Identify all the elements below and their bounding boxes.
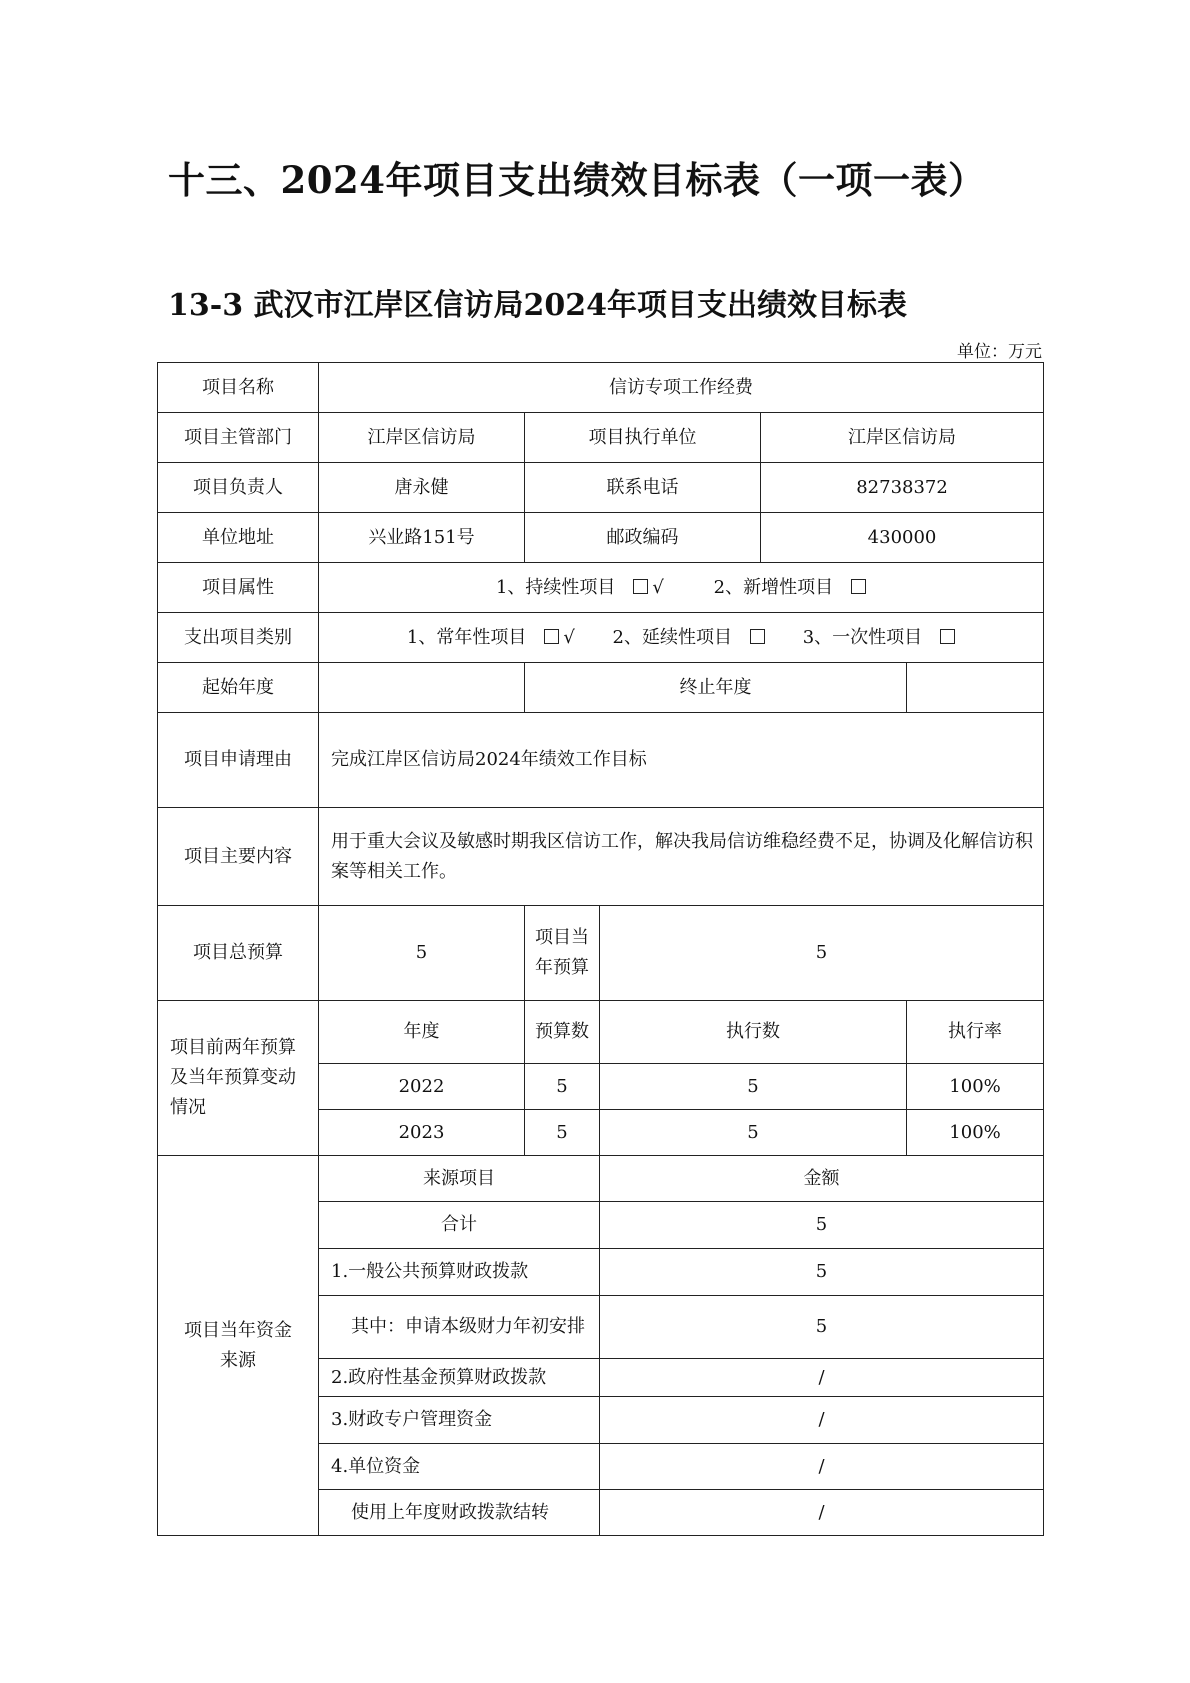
reason-value: 完成江岸区信访局2024年绩效工作目标 xyxy=(319,713,1044,808)
history-header-executed: 执行数 xyxy=(600,1001,907,1064)
phone-value: 82738372 xyxy=(761,463,1044,513)
option-one-time xyxy=(803,623,955,653)
table-title: 13-3 武汉市江岸区信访局2024年项目支出绩效目标表 xyxy=(168,288,908,323)
option-new-label: 2、新增性项目 xyxy=(713,576,834,598)
current-budget-label: 项目当年预算 xyxy=(525,906,600,1001)
total-budget-label: 项目总预算 xyxy=(158,906,319,1001)
history-header-budget: 预算数 xyxy=(525,1001,600,1064)
history-executed: 5 xyxy=(600,1064,907,1110)
row-reason xyxy=(158,713,1044,808)
checkbox-annual xyxy=(544,629,559,644)
history-year: 2022 xyxy=(319,1064,525,1110)
postal-label: 邮政编码 xyxy=(525,513,761,563)
option-extended xyxy=(613,623,765,653)
history-executed: 5 xyxy=(600,1110,907,1156)
funding-source: 1.一般公共预算财政拨款 xyxy=(319,1249,600,1296)
row-content xyxy=(158,808,1044,906)
checkbox-continuous xyxy=(633,579,648,594)
funding-source: 合计 xyxy=(319,1202,600,1249)
funding-label: 项目当年资金来源 xyxy=(158,1156,319,1536)
start-year-value xyxy=(319,663,525,713)
owner-value: 唐永健 xyxy=(319,463,525,513)
history-rate: 100% xyxy=(907,1110,1044,1156)
attribute-label: 项目属性 xyxy=(158,563,319,613)
postal-value: 430000 xyxy=(761,513,1044,563)
row-years xyxy=(158,663,1044,713)
funding-amount: 5 xyxy=(600,1296,1044,1359)
project-name-label: 项目名称 xyxy=(158,363,319,413)
funding-amount: / xyxy=(600,1490,1044,1536)
funding-source: 3.财政专户管理资金 xyxy=(319,1397,600,1444)
dept-value: 江岸区信访局 xyxy=(319,413,525,463)
reason-label: 项目申请理由 xyxy=(158,713,319,808)
history-header-rate: 执行率 xyxy=(907,1001,1044,1064)
funding-header-amount: 金额 xyxy=(600,1156,1044,1202)
unit-label: 单位：万元 xyxy=(957,342,1042,362)
exec-unit-value: 江岸区信访局 xyxy=(761,413,1044,463)
history-rate: 100% xyxy=(907,1064,1044,1110)
performance-target-table xyxy=(157,362,1044,1536)
dept-label: 项目主管部门 xyxy=(158,413,319,463)
option-continuous xyxy=(496,573,664,603)
exec-unit-label: 项目执行单位 xyxy=(525,413,761,463)
funding-amount: 5 xyxy=(600,1249,1044,1296)
funding-amount: / xyxy=(600,1397,1044,1444)
funding-header-source: 来源项目 xyxy=(319,1156,600,1202)
history-header-year: 年度 xyxy=(319,1001,525,1064)
owner-label: 项目负责人 xyxy=(158,463,319,513)
option-annual-label: 1、常年性项目 xyxy=(406,626,527,648)
attribute-options xyxy=(319,563,1044,613)
project-name-value: 信访专项工作经费 xyxy=(319,363,1044,413)
row-address xyxy=(158,513,1044,563)
end-year-value xyxy=(907,663,1044,713)
row-category xyxy=(158,613,1044,663)
content-value: 用于重大会议及敏感时期我区信访工作，解决我局信访维稳经费不足，协调及化解信访积案等相关工作。 xyxy=(319,808,1044,906)
page-title: 十三、2024年项目支出绩效目标表（一项一表） xyxy=(168,158,986,202)
checkbox-new xyxy=(851,579,866,594)
history-label: 项目前两年预算及当年预算变动情况 xyxy=(158,1001,319,1156)
row-attribute xyxy=(158,563,1044,613)
option-one-time-label: 3、一次性项目 xyxy=(802,626,923,648)
category-options xyxy=(319,613,1044,663)
checkbox-extended xyxy=(750,629,765,644)
row-owner xyxy=(158,463,1044,513)
option-continuous-label: 1、持续性项目 xyxy=(495,576,616,598)
row-history-header xyxy=(158,1001,1044,1064)
option-annual xyxy=(407,623,575,653)
funding-amount: 5 xyxy=(600,1202,1044,1249)
funding-source: 4.单位资金 xyxy=(319,1444,600,1490)
history-budget: 5 xyxy=(525,1110,600,1156)
end-year-label: 终止年度 xyxy=(525,663,907,713)
phone-label: 联系电话 xyxy=(525,463,761,513)
option-new xyxy=(714,573,866,603)
funding-source: 其中：申请本级财力年初安排 xyxy=(319,1296,600,1359)
history-budget: 5 xyxy=(525,1064,600,1110)
address-value: 兴业路151号 xyxy=(319,513,525,563)
total-budget-value: 5 xyxy=(319,906,525,1001)
history-year: 2023 xyxy=(319,1110,525,1156)
address-label: 单位地址 xyxy=(158,513,319,563)
row-department xyxy=(158,413,1044,463)
current-budget-value: 5 xyxy=(600,906,1044,1001)
start-year-label: 起始年度 xyxy=(158,663,319,713)
option-extended-label: 2、延续性项目 xyxy=(612,626,732,648)
row-project-name xyxy=(158,363,1044,413)
funding-amount: / xyxy=(600,1359,1044,1397)
check-mark: √ xyxy=(652,576,664,598)
funding-source: 使用上年度财政拨款结转 xyxy=(319,1490,600,1536)
check-mark: √ xyxy=(563,626,575,648)
content-label: 项目主要内容 xyxy=(158,808,319,906)
funding-source: 2.政府性基金预算财政拨款 xyxy=(319,1359,600,1397)
funding-amount: / xyxy=(600,1444,1044,1490)
category-label: 支出项目类别 xyxy=(158,613,319,663)
row-funding-header xyxy=(158,1156,1044,1202)
checkbox-one-time xyxy=(940,629,955,644)
row-budget xyxy=(158,906,1044,1001)
